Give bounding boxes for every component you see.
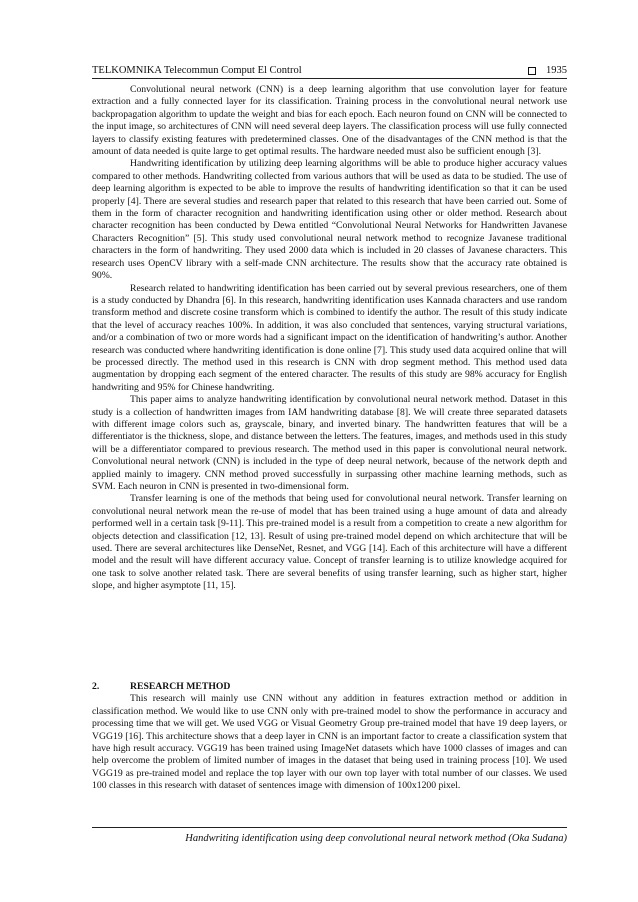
- page-header: [92, 58, 567, 76]
- journal-title: TELKOMNIKA Telecommun Comput El Control: [92, 65, 302, 76]
- research-method-section: [92, 681, 567, 793]
- header-rule: [92, 78, 567, 79]
- section-number: 2.: [92, 681, 100, 692]
- paragraph: Handwriting identification by utilizing deep learning algorithms will be able to produce higher accuracy values compared to other methods. Handwriting collected from various authors that will be used as data to be studied. The use of deep learning algorithm is expected to be able to improve the results of handwriting identification so that it can be used properly [4]. There are several studies and research paper that related to this research that have been carried out. Some of them in the form of character recognition and handwriting identification using other or older method. Research about character recognition has been conducted by Dewa entitled “Convolutional Neural Networks for Handwritten Javanese Characters Recognition” [5]. This study used convolutional neural network method to recognize Javanese traditional characters in the form of handwriting. They used 2000 data which is included in 20 classes of Javanese characters. This research uses OpenCV library with a self-made CNN architecture. The results show that the accuracy rate obtained is 90%.: [92, 158, 567, 282]
- paragraph: Convolutional neural network (CNN) is a deep learning algorithm that use convolution layer for feature extraction and a fully connected layer for its classification. Training process in the convolutional neural network use backpropagation algorithm to update the weight and bias for each epoch. Each neuron found on CNN will be connected to the input image, so architectures of CNN will need several deep layers. The classification process will use fully connected layers to classify existing features with predetermined classes. One of the disadvantages of the CNN method is that the amount of data needed is quite large to get optimal results. The hardware needed must also be sufficient enough [3].: [92, 84, 567, 158]
- footer-rule: [92, 827, 567, 828]
- header-right: [528, 65, 567, 76]
- paragraph: This paper aims to analyze handwriting identification by convolutional neural network method. Dataset in this study is a collection of handwritten images from IAM handwriting database [8]. We will create three separated datasets with different image colors such as, grayscale, binary, and inverted binary. The handwritten features that will be a differentiator is the thickness, slope, and distance between the letters. The features, images, and methods used in this study will be a differentiator compared to previous research. The method used in this paper is convolutional neural network. Convolutional neural network (CNN) is included in the type of deep neural network, because of the network depth and applied mainly to imagery. CNN method proved successfully in surpassing other machine learning methods, such as SVM. Each neuron in CNN is presented in two-dimensional form.: [92, 394, 568, 492]
- square-icon: [528, 67, 536, 75]
- section-paragraph: This research will mainly use CNN without any addition in features extraction method or addition in classification method. We would like to use CNN only with pre-trained model to show the performance in accuracy and processing time that we will get. We used VGG or Visual Geometry Group pre-trained model that have 19 deep layers, or VGG19 [16]. This architecture shows that a deep layer in CNN is an important factor to create a classification system that have high result accuracy. VGG19 has been trained using ImageNet datasets which have 1000 classes of images and can help overcome the problem of limited number of images in the dataset that being used in training process [10]. We used VGG19 as pre-trained model and replace the top layer with our own top layer with total number of our classes. We used 100 classes in this research with dataset of sentences image with dimension of 100x1200 pixel.: [92, 693, 567, 792]
- section-title: RESEARCH METHOD: [130, 681, 231, 692]
- paragraph: Transfer learning is one of the methods that being used for convolutional neural network. Transfer learning on convolutional neural network mean the re-use of model that has been trained using a huge amount of data and already performed well in a certain task [9-11]. This pre-trained model is a result from a competition to create a new algorithm for objects detection and classification [12, 13]. Result of using pre-trained model depend on which architecture that will be used. There are several architectures like DenseNet, Resnet, and VGG [14]. Each of this architecture will have a different model and the result will have different accuracy value. Concept of transfer learning is to utilize knowledge acquired for one task to solve another related task. There are several benefits of using transfer learning, such as higher start, higher slope, and higher asymptote [11, 15].: [92, 493, 567, 592]
- paragraph: Research related to handwriting identification has been carried out by several previous researchers, one of them is a study conducted by Dhandra [6]. In this research, handwriting identification uses Kannada characters and use random transform method and discrete cosine transform which is combined to identify the author. The result of this study indicate that the level of accuracy reaches 100%. In addition, it was also concluded that sentences, varying structural variations, and/or a combination of two or more words had a significant impact on the identification of handwriting’s author. Another research was conducted where handwriting identification is done online [7]. This study used data acquired online that will be processed directly. The method used in this research is CNN with drop segment method. This method used data augmentation by dropping each segment of the entered character. The results of this study are 98% accuracy for English handwriting and 95% for Chinese handwriting.: [92, 282, 567, 393]
- body-text: [92, 84, 567, 593]
- page-footer: [92, 833, 567, 844]
- page-number: 1935: [546, 65, 567, 76]
- running-title: Handwriting identification using deep convolutional neural network method (Oka Sudana): [185, 833, 567, 844]
- section-heading: [92, 681, 567, 693]
